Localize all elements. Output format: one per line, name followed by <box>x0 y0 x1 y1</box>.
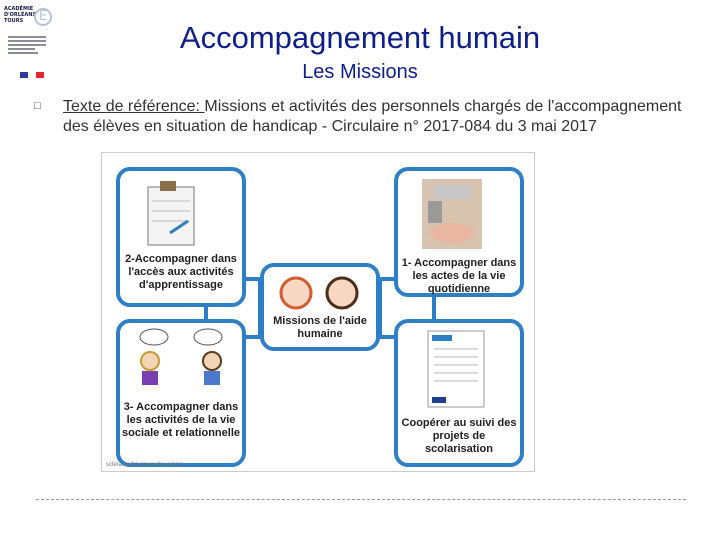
missions-figure <box>101 152 535 472</box>
dashed-divider <box>36 499 686 500</box>
logo-line-1: ACADÉMIE <box>4 6 34 12</box>
card-apprentissage <box>116 167 246 307</box>
card-projets <box>394 319 524 467</box>
reference-paragraph <box>63 97 703 137</box>
page-subtitle: Les Missions <box>302 61 418 83</box>
card-projets-label: Coopérer au suivi des projets de scolarisation <box>401 417 517 455</box>
logo-line-3: TOURS <box>4 18 24 24</box>
reference-text: Missions et activités des personnels chargés de l'accompagnement des élèves en situation de handicap - Circulaire n° 2017-084 du 3 mai 2017 <box>63 98 682 135</box>
page-title: Accompagnement humain <box>179 20 541 55</box>
reference-label: Texte de référence: <box>63 98 205 115</box>
card-vie-quotidienne <box>394 167 524 297</box>
bullet-icon: □ <box>34 100 41 112</box>
center-card <box>260 263 380 351</box>
card-vie-sociale <box>116 319 246 467</box>
figure-credit: sclera.be/fr/vrmuevrbe-sicole <box>106 462 184 468</box>
logo-line-2: D'ORLÉANS <box>4 12 37 18</box>
card-vie-sociale-label: 3- Accompagner dans les activités de la vie sociale et relationnelle <box>122 401 240 439</box>
card-vie-quotidienne-label: 1- Accompagner dans les actes de la vie quotidienne <box>401 257 517 295</box>
emblem-icon: É <box>34 8 52 26</box>
center-card-label: Missions de l'aide humaine <box>273 315 367 340</box>
card-apprentissage-label: 2-Accompagner dans l'accès aux activités d'apprentissage <box>125 253 237 291</box>
conversation-icon <box>120 323 242 463</box>
